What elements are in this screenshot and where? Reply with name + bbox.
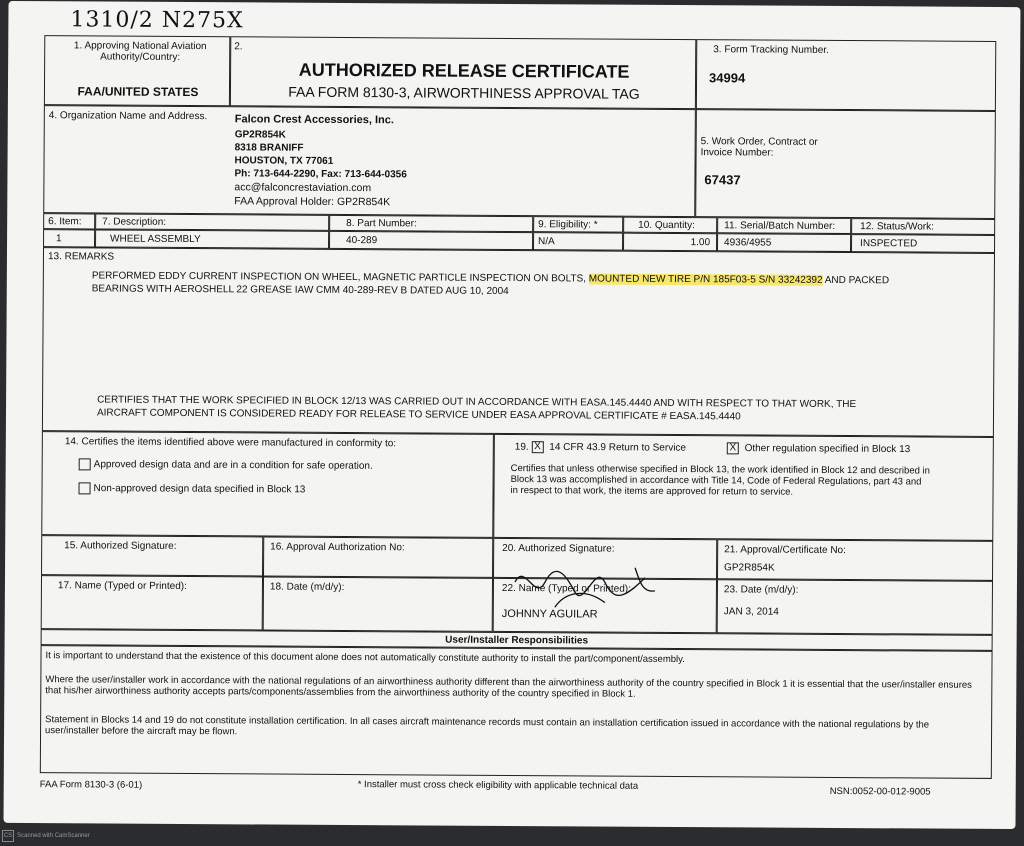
description-header: 7. Description: [95,213,329,230]
block-18: 18. Date (m/d/y): [263,576,493,631]
form-id: FAA Form 8130-3 (6-01) [39,779,143,791]
faa-approval-holder: FAA Approval Holder: GP2R854K [234,195,391,209]
block-4 [43,105,696,217]
responsibilities-body [40,645,993,779]
signature-scribble [495,552,665,613]
handwritten-note: 1310/2 N275X [70,7,244,34]
block-3-label: 3. Form Tracking Number. [713,44,829,56]
block-14-label: 14. Certifies the items identified above were manufactured in conformity to: [64,436,397,450]
item-cell: 1 [43,229,95,247]
block-4-label: 4. Organization Name and Address. [48,110,208,123]
block-1 [44,35,230,106]
page-title: AUTHORIZED RELEASE CERTIFICATE [298,59,630,82]
status-header: 12. Status/Work: [851,218,995,235]
block-19-statement: Certifies that unless otherwise specified in Block 13, the work identified in Block 12 and described in Block 13 was accomplished in accordance with Title 14, Code of Federal Regulations, part 43 and in respect to that work, the items are approved for return to service. [510,462,930,498]
block-19 [493,434,994,541]
block-20: 20. Authorized Signature: [493,538,717,579]
return-to-service-option: 19. X 14 CFR 43.9 Return to Service [514,441,687,454]
quantity-header: 10. Quantity: [623,217,717,234]
highlighted-remark: MOUNTED NEW TIRE P/N 185F03-5 S/N 33242392 [588,273,823,286]
block-23: 23. Date (m/d/y): JAN 3, 2014 [717,579,993,635]
non-approved-design-option: Non-approved design data specified in Block 13 [79,482,306,495]
status-cell: INSPECTED [851,234,995,253]
block-14 [41,431,494,538]
signatory-name: JOHNNY AGUILAR [501,607,598,621]
other-regulation-checkbox[interactable]: X [727,442,739,454]
other-regulation-option: X Other regulation specified in Block 13 [727,442,911,455]
eligibility-header: 9. Eligibility: * [533,216,623,233]
responsibilities-paragraph-2: Where the user/installer work in accordance with the national regulations of an airworthiness authority different than the airworthiness authority of the country specified in Block 1 it is essential that the user/installer ensures that his/her airworthiness authority accepts parts/components/assemblies from the airworthiness authority of the country specified in Block 1. [45,674,972,700]
approved-design-checkbox[interactable] [79,458,91,470]
part-number-cell: 40-289 [329,231,533,250]
organization-city: HOUSTON, TX 77061 [234,155,334,167]
block-17: 17. Name (Typed or Printed): [41,575,263,630]
responsibilities-paragraph-3: Statement in Blocks 14 and 19 do not constitute installation certification. In all cases aircraft maintenance records must contain an installation certification issued in accordance with the national regulations by the user/installer before the aircraft may be flown. [45,714,930,738]
signature-date: JAN 3, 2014 [723,606,779,618]
remarks-label: 13. REMARKS [47,251,115,263]
block-15: 15. Authorized Signature: [41,535,263,576]
block-13-remarks [42,247,995,437]
block-22: 22. Name (Typed or Printed): JOHNNY AGUILAR [493,578,717,633]
organization-email: acc@falconcrestaviation.com [234,181,372,195]
serial-header: 11. Serial/Batch Number: [717,217,851,234]
camscanner-logo-icon: CS [2,830,14,842]
block-2 [230,36,696,109]
serial-cell: 4936/4955 [717,233,851,252]
block-2-label: 2. [234,41,243,53]
form-tracking-number: 34994 [709,70,746,86]
organization-phone: Ph: 713-644-2290, Fax: 713-644-0356 [234,168,407,181]
block-21: 21. Approval/Certificate No: GP2R854K [717,539,993,581]
scanner-watermark: CS Scanned with CamScanner [2,830,90,842]
certifies-statement-line-1: CERTIFIES THAT THE WORK SPECIFIED IN BLOCK 12/13 WAS CARRIED OUT IN ACCORDANCE WITH EASA.145.4440 AND WITH RESPECT TO THAT WORK, THE [97,394,857,411]
nsn-number: NSN:0052-00-012-9005 [829,785,931,798]
approved-design-option: Approved design data and are in a condition for safe operation. [79,458,373,472]
quantity-cell: 1.00 [623,233,717,252]
block-1-label: 1. Approving National Aviation Authority/Country: [73,40,207,63]
item-header: 6. Item: [43,213,95,229]
non-approved-design-checkbox[interactable] [79,482,91,494]
block-3 [696,39,996,111]
certificate-paper [3,1,1020,829]
return-to-service-checkbox[interactable]: X [531,441,543,453]
block-16: 16. Approval Authorization No: [263,536,493,577]
remarks-text-line-2: BEARINGS WITH AEROSHELL 22 GREASE IAW CMM 40-289-REV B DATED AUG 10, 2004 [91,283,509,297]
approving-authority: FAA/UNITED STATES [77,84,199,100]
responsibilities-title: User/Installer Responsibilities [445,634,589,647]
description-cell: WHEEL ASSEMBLY [95,229,329,248]
certifies-statement-line-2: AIRCRAFT COMPONENT IS CONSIDERED READY FOR RELEASE TO SERVICE UNDER EASA APPROVAL CERTIFICATE # EASA.145.4440 [96,407,741,423]
organization-code: GP2R854K [234,129,286,141]
block-5-label: 5. Work Order, Contract or Invoice Number: [700,136,818,159]
responsibilities-paragraph-1: It is important to understand that the existence of this document alone does not automatically constitute authority to install the part/component/assembly. [45,650,685,666]
eligibility-cell: N/A [533,232,623,251]
approval-certificate-number: GP2R854K [724,562,775,574]
block-5 [695,109,996,219]
organization-name: Falcon Crest Accessories, Inc. [234,113,395,127]
page-subtitle: FAA FORM 8130-3, AIRWORTHINESS APPROVAL TAG [288,83,640,102]
form-8130-3 [39,35,997,798]
installer-note: * Installer must cross check eligibility with applicable technical data [357,779,639,792]
remarks-text: PERFORMED EDDY CURRENT INSPECTION ON WHEEL, MAGNETIC PARTICLE INSPECTION ON BOLTS, MOUNTED NEW TIRE P/N 185F03-5 S/N 33242392 AND PACKED [91,270,890,287]
organization-street: 8318 BRANIFF [234,142,304,154]
work-order-number: 67437 [704,172,741,188]
part-number-header: 8. Part Number: [329,215,533,232]
